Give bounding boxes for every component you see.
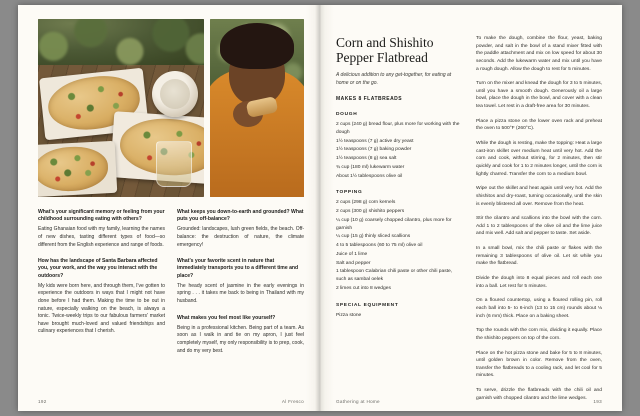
interview-question: How has the landscape of Santa Barbara affected you, your work, and the way you interact with the outdoors? (38, 258, 158, 279)
page-number: 193 (593, 399, 602, 404)
ingredient-item: Salt and pepper (336, 260, 371, 266)
recipe-step: Place on the hot pizza stone and bake for 5 to 8 minutes, until golden brown in color. Remove from the oven, transfer the flatbreads to a cooling rack, and let cool for 5 minutes. (476, 350, 602, 379)
recipe-step: Wipe out the skillet and heat again until very hot. Add the shishitos and dry-roast, turning occasionally, until the skin is evenly blistered all over. Remove from the heat. (476, 186, 602, 207)
ingredient-item: Juice of 1 lime (336, 251, 368, 257)
open-book (18, 5, 622, 411)
interview-answer: My kids were born here, and through them, I've gotten to experience the outdoors in ways that I might not have done before I had them. Making the time to be out in nature, especially walking on the beach, is always a tonic. Twice-weekly trips to our fabulous farmers' market have brought much-loved and valued friendships and culinary experiences that I cherish. (38, 282, 165, 335)
ingredient-item: 2 cups (240 g) bread flour, plus more for working with the dough (336, 122, 460, 135)
drinking-glass (156, 141, 192, 187)
ingredient-item: 1½ teaspoons (7 g) baking powder (336, 147, 412, 153)
ingredient-item: 1½ teaspoons (7 g) active dry yeast (336, 138, 414, 144)
interview-answer: The heady scent of jasmine in the early evenings in spring . . . it takes me back to being in Thailand with my husband. (177, 282, 304, 305)
interview-answer: Being in a professional kitchen. Being part of a team. As soon as I walk in and tie on my apron, I just feel completely myself, my only responsibility is to prep, cook, and do my very best. (177, 324, 304, 354)
flatbreads-on-picnic-table-photo (38, 19, 204, 197)
girl-hair (220, 23, 294, 69)
recipe-step: Turn on the mixer and knead the dough for 3 to 5 minutes, until you have a smooth dough. Generously oil a large bowl, place the dough in the bowl, and cover with a clean tea towel. Let rest in a draft-free area for 30 minutes. (476, 81, 602, 110)
special-equipment-heading: SPECIAL EQUIPMENT (336, 302, 399, 308)
foliage-icon (38, 19, 204, 67)
page-number: 192 (38, 399, 47, 404)
right-page (320, 5, 622, 411)
left-page-footer (38, 399, 304, 404)
ingredient-item: About 1½ tablespoons olive oil (336, 173, 403, 179)
interview-question: What's your significant memory or feeling from your childhood surrounding eating with others? (38, 209, 165, 223)
ingredient-section-heading: TOPPING (336, 190, 363, 196)
interview-answer: Grounded: landscapes, lush green fields, the beach. Off-balance: the destruction of nature, the climate emergency! (177, 226, 304, 248)
recipe-layout (336, 19, 602, 399)
interview-columns (38, 209, 304, 364)
photo-grid (38, 19, 304, 197)
ingredient-item: ¼ cup (10 g) coarsely chopped cilantro, plus more for garnish (336, 217, 452, 231)
recipe-step: On a floured countertop, using a floured rolling pin, roll each ball into 5- to 6-inch (13 to 15 cm) rounds about ⅛ inch (6 mm) thick. Place on a baking sheet. (476, 298, 602, 319)
ingredient-item: 4 to 5 tablespoons (60 to 75 ml) olive oil (336, 243, 423, 249)
ingredient-item: 1 tablespoon Calabrian chili paste or other chili paste, such as sambal oelek (336, 269, 453, 283)
ingredient-section-heading: DOUGH (336, 112, 358, 118)
recipe-yield: MAKES 8 FLATBREADS (336, 96, 403, 103)
left-page (18, 5, 320, 411)
interview-question: What keeps you down-to-earth and grounded? What puts you off-balance? (177, 209, 304, 223)
equipment-item: Pizza stone (336, 312, 362, 318)
ingredient-list (336, 121, 462, 180)
recipe-step: Top the rounds with the corn mix, dividing it equally. Place the shishito peppers on top of the corn. (476, 328, 602, 341)
interview-question: What's your favorite scent in nature that immediately transports you to a different time and place? (177, 258, 299, 279)
recipe-ingredients-column (336, 19, 462, 399)
recipe-step: To serve, drizzle the flatbreads with the chili oil and garnish with chopped cilantro and the lime wedges. (476, 388, 602, 401)
girl-eating-flatbread-photo (210, 19, 304, 197)
ingredient-item: 2 limes cut into 8 wedges (336, 285, 391, 291)
chapter-name: Gathering at Home (336, 399, 380, 404)
interview-column-left (38, 209, 165, 364)
ingredient-item: ¾ cup (180 ml) lukewarm water (336, 164, 405, 170)
ingredient-item: 2 cups (300 g) shishito peppers (336, 209, 405, 215)
ingredient-item: ¼ cup (15 g) thinly sliced scallions (336, 234, 411, 240)
ingredient-item: 1½ teaspoons (8 g) sea salt (336, 156, 397, 162)
right-page-footer (336, 399, 602, 404)
ingredient-item: 2 cups (298 g) corn kernels (336, 200, 396, 206)
recipe-steps-column (476, 19, 602, 399)
recipe-step: To make the dough, combine the flour, yeast, baking powder, and salt in the bowl of a stand mixer fitted with the paddle attachment and mix on low speed for about 30 seconds. Add the lukewarm water and mix until you have a rough dough. Allow the dough to rest for 5 minutes. (476, 36, 602, 72)
interview-answer: Eating Ghanaian food with my family, learning the names of new dishes, tasting different types of food—so different from the English experience and range of foods. (38, 226, 165, 248)
interview-column-right (177, 209, 304, 364)
recipe-step: Place a pizza stone on the lower oven rack and preheat the oven to 500°F (260°C). (476, 118, 602, 132)
chapter-name: Al Fresco (281, 399, 304, 404)
recipe-description: A delicious addition to any get-together, for eating at home or on the go. (336, 72, 452, 86)
recipe-step: Stir the cilantro and scallions into the bowl with the corn. Add 1 to 2 tablespoons of the olive oil and the lime juice and mix well. Add salt and pepper to taste. Set aside. (476, 216, 602, 237)
special-equipment-list (336, 312, 462, 320)
recipe-title: Corn and Shishito Pepper Flatbread (336, 35, 434, 66)
interview-question: What makes you feel most like yourself? (177, 314, 276, 321)
recipe-step: In a small bowl, mix the chili paste or flakes with the remaining 3 tablespoons of olive oil. Let sit while you make the flatbread. (476, 246, 602, 267)
bowl (152, 71, 198, 117)
recipe-step: While the dough is resting, make the topping: Heat a large cast-iron skillet over medium heat until very hot. Add the corn and cook, without stirring, for 2 minutes, then stir quickly and cook for 1 to 2 minutes longer, until the corn is lightly charred. Transfer the corn to a medium bowl. (476, 141, 602, 177)
ingredient-list (336, 199, 462, 292)
recipe-step: Divide the dough into 8 equal pieces and roll each one into a ball. Let rest for 5 minutes. (476, 276, 602, 289)
